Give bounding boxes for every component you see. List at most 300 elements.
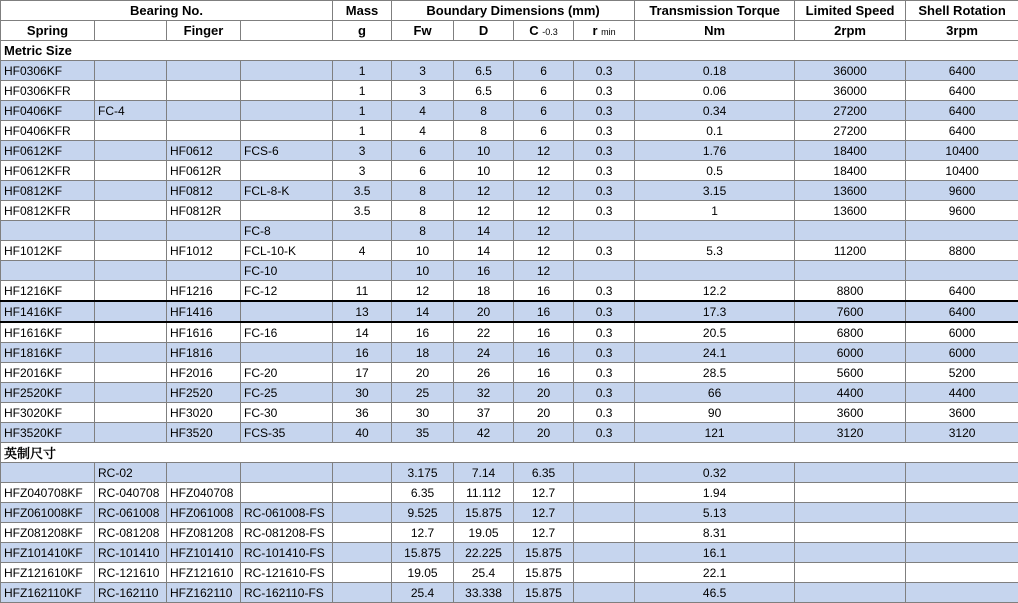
metric-cell: 3 xyxy=(333,141,392,161)
metric-cell xyxy=(241,121,333,141)
section-inch-row xyxy=(1,443,1018,463)
metric-cell: 0.3 xyxy=(574,363,635,383)
metric-row xyxy=(1,363,1018,383)
inch-cell: RC-162110-FS xyxy=(241,583,333,603)
metric-cell: 36000 xyxy=(795,81,906,101)
metric-cell: 3 xyxy=(392,61,454,81)
header-fw: Fw xyxy=(392,21,454,41)
metric-cell xyxy=(241,201,333,221)
metric-cell: HF0406KF xyxy=(1,101,95,121)
metric-cell: 12 xyxy=(514,261,574,281)
metric-cell xyxy=(95,322,167,343)
metric-cell xyxy=(241,61,333,81)
inch-cell: 16.1 xyxy=(635,543,795,563)
inch-cell: RC-121610 xyxy=(95,563,167,583)
metric-cell: 6400 xyxy=(906,281,1018,302)
metric-cell: 26 xyxy=(454,363,514,383)
inch-cell: 6.35 xyxy=(514,463,574,483)
metric-cell: 0.3 xyxy=(574,61,635,81)
metric-cell: 1.76 xyxy=(635,141,795,161)
inch-cell xyxy=(574,503,635,523)
metric-cell: 16 xyxy=(333,343,392,363)
metric-row xyxy=(1,181,1018,201)
inch-cell xyxy=(906,503,1018,523)
metric-cell: 6400 xyxy=(906,81,1018,101)
metric-cell: 0.3 xyxy=(574,181,635,201)
metric-cell: 10 xyxy=(454,161,514,181)
metric-cell: 12.2 xyxy=(635,281,795,302)
header-c-label: C xyxy=(529,23,538,38)
metric-cell: 6400 xyxy=(906,101,1018,121)
section-metric-label: Metric Size xyxy=(1,41,1018,61)
metric-cell: 36 xyxy=(333,403,392,423)
inch-cell: 9.525 xyxy=(392,503,454,523)
metric-cell: FCS-35 xyxy=(241,423,333,443)
metric-cell: 0.3 xyxy=(574,161,635,181)
metric-cell: 30 xyxy=(333,383,392,403)
metric-cell: HF0306KFR xyxy=(1,81,95,101)
header-row-1 xyxy=(1,1,1018,21)
metric-cell: 4 xyxy=(392,121,454,141)
metric-cell: 20 xyxy=(392,363,454,383)
header-torque-unit: Nm xyxy=(635,21,795,41)
metric-cell: FCS-6 xyxy=(241,141,333,161)
metric-cell: 1 xyxy=(635,201,795,221)
metric-cell: 28.5 xyxy=(635,363,795,383)
metric-cell xyxy=(95,161,167,181)
metric-cell: HF0812KF xyxy=(1,181,95,201)
metric-cell xyxy=(574,221,635,241)
metric-cell: 16 xyxy=(514,281,574,302)
metric-cell xyxy=(95,121,167,141)
metric-cell: 24 xyxy=(454,343,514,363)
metric-cell: 0.3 xyxy=(574,343,635,363)
metric-cell xyxy=(95,81,167,101)
metric-cell: HF1616KF xyxy=(1,322,95,343)
metric-cell: 6400 xyxy=(906,121,1018,141)
metric-row xyxy=(1,141,1018,161)
inch-cell: 25.4 xyxy=(454,563,514,583)
inch-cell: RC-101410 xyxy=(95,543,167,563)
header-d: D xyxy=(454,21,514,41)
inch-cell: 11.112 xyxy=(454,483,514,503)
metric-cell: HF1616 xyxy=(167,322,241,343)
metric-cell xyxy=(795,221,906,241)
inch-cell: HFZ040708KF xyxy=(1,483,95,503)
inch-cell: 3.175 xyxy=(392,463,454,483)
metric-cell xyxy=(635,221,795,241)
header-boundary-dimensions: Boundary Dimensions (mm) xyxy=(392,1,635,21)
metric-cell: 36000 xyxy=(795,61,906,81)
header-mass: Mass xyxy=(333,1,392,21)
metric-cell xyxy=(95,141,167,161)
metric-cell: 25 xyxy=(392,383,454,403)
metric-row xyxy=(1,343,1018,363)
metric-cell: 20 xyxy=(514,403,574,423)
metric-cell: FC-25 xyxy=(241,383,333,403)
metric-cell: 24.1 xyxy=(635,343,795,363)
metric-cell: HF0306KF xyxy=(1,61,95,81)
metric-cell: HF1216KF xyxy=(1,281,95,302)
metric-cell: HF1012 xyxy=(167,241,241,261)
metric-cell: 18 xyxy=(454,281,514,302)
inch-cell xyxy=(795,523,906,543)
inch-cell xyxy=(241,483,333,503)
metric-cell xyxy=(95,261,167,281)
inch-cell xyxy=(241,463,333,483)
metric-cell: 6 xyxy=(514,61,574,81)
metric-cell: HF1012KF xyxy=(1,241,95,261)
metric-cell: 6000 xyxy=(906,322,1018,343)
metric-cell: 18 xyxy=(392,343,454,363)
header-shell-unit: 3rpm xyxy=(906,21,1018,41)
inch-cell: RC-121610-FS xyxy=(241,563,333,583)
metric-cell: HF0812 xyxy=(167,181,241,201)
metric-cell: 10 xyxy=(392,241,454,261)
inch-cell: RC-040708 xyxy=(95,483,167,503)
metric-row xyxy=(1,281,1018,302)
header-r-label: r xyxy=(592,23,597,38)
inch-cell: HFZ162110KF xyxy=(1,583,95,603)
metric-cell: 18400 xyxy=(795,141,906,161)
metric-cell xyxy=(1,261,95,281)
metric-cell: 0.3 xyxy=(574,201,635,221)
header-r-sub: min xyxy=(601,27,616,37)
metric-cell: 0.3 xyxy=(574,101,635,121)
metric-cell xyxy=(95,343,167,363)
metric-cell: 90 xyxy=(635,403,795,423)
inch-cell: RC-162110 xyxy=(95,583,167,603)
metric-cell xyxy=(167,261,241,281)
inch-cell: HFZ101410KF xyxy=(1,543,95,563)
metric-cell xyxy=(333,261,392,281)
header-shell-rotation: Shell Rotation xyxy=(906,1,1018,21)
inch-cell: HFZ101410 xyxy=(167,543,241,563)
inch-cell xyxy=(906,523,1018,543)
metric-cell: 27200 xyxy=(795,121,906,141)
metric-cell: 6800 xyxy=(795,322,906,343)
inch-cell: 15.875 xyxy=(514,563,574,583)
metric-cell: 3 xyxy=(392,81,454,101)
metric-cell xyxy=(241,81,333,101)
section-metric-row xyxy=(1,41,1018,61)
metric-cell xyxy=(95,301,167,322)
metric-cell: 8 xyxy=(392,221,454,241)
inch-cell: HFZ081208 xyxy=(167,523,241,543)
inch-cell xyxy=(574,563,635,583)
metric-cell: HF0612 xyxy=(167,141,241,161)
inch-cell: RC-02 xyxy=(95,463,167,483)
inch-cell xyxy=(333,463,392,483)
metric-cell: 66 xyxy=(635,383,795,403)
metric-cell: 10400 xyxy=(906,141,1018,161)
metric-cell: FCL-10-K xyxy=(241,241,333,261)
metric-cell: 8 xyxy=(454,121,514,141)
metric-cell: 40 xyxy=(333,423,392,443)
metric-cell: 0.3 xyxy=(574,121,635,141)
metric-cell: 3120 xyxy=(795,423,906,443)
metric-cell: 14 xyxy=(392,301,454,322)
metric-cell xyxy=(167,121,241,141)
metric-cell: 6 xyxy=(514,81,574,101)
inch-cell xyxy=(906,543,1018,563)
inch-cell xyxy=(906,483,1018,503)
metric-cell: HF3520KF xyxy=(1,423,95,443)
metric-cell: 16 xyxy=(514,322,574,343)
metric-cell: 27200 xyxy=(795,101,906,121)
inch-row xyxy=(1,503,1018,523)
metric-cell: 20 xyxy=(514,383,574,403)
inch-cell: 0.32 xyxy=(635,463,795,483)
metric-cell: 12 xyxy=(514,161,574,181)
inch-cell: HFZ121610KF xyxy=(1,563,95,583)
metric-cell: 11 xyxy=(333,281,392,302)
metric-cell: 37 xyxy=(454,403,514,423)
metric-cell: FC-16 xyxy=(241,322,333,343)
metric-cell: 0.3 xyxy=(574,141,635,161)
inch-cell xyxy=(906,563,1018,583)
header-blank-2 xyxy=(241,21,333,41)
metric-cell xyxy=(95,181,167,201)
metric-cell: 16 xyxy=(514,363,574,383)
metric-cell xyxy=(167,221,241,241)
header-row-2 xyxy=(1,21,1018,41)
inch-cell: 12.7 xyxy=(392,523,454,543)
metric-row xyxy=(1,322,1018,343)
header-speed-unit: 2rpm xyxy=(795,21,906,41)
inch-cell: HFZ061008 xyxy=(167,503,241,523)
metric-cell: HF0812R xyxy=(167,201,241,221)
metric-cell: 20 xyxy=(454,301,514,322)
metric-cell: 11200 xyxy=(795,241,906,261)
metric-cell: 0.5 xyxy=(635,161,795,181)
metric-cell xyxy=(795,261,906,281)
metric-cell xyxy=(167,81,241,101)
metric-cell: 6400 xyxy=(906,301,1018,322)
inch-cell: 1.94 xyxy=(635,483,795,503)
inch-cell: 5.13 xyxy=(635,503,795,523)
metric-cell: HF0406KFR xyxy=(1,121,95,141)
metric-cell: 8800 xyxy=(795,281,906,302)
metric-cell: 32 xyxy=(454,383,514,403)
metric-cell xyxy=(241,161,333,181)
metric-cell: 0.3 xyxy=(574,403,635,423)
inch-cell xyxy=(1,463,95,483)
metric-cell: 1 xyxy=(333,61,392,81)
metric-row xyxy=(1,301,1018,322)
metric-cell: 35 xyxy=(392,423,454,443)
metric-cell: 3.15 xyxy=(635,181,795,201)
metric-cell: 17.3 xyxy=(635,301,795,322)
metric-cell xyxy=(95,201,167,221)
metric-cell: 3120 xyxy=(906,423,1018,443)
metric-cell: 6400 xyxy=(906,61,1018,81)
metric-cell: 0.3 xyxy=(574,81,635,101)
inch-cell: 15.875 xyxy=(514,543,574,563)
section-inch-label: 英制尺寸 xyxy=(1,443,1018,463)
metric-cell: FC-20 xyxy=(241,363,333,383)
metric-cell: 18400 xyxy=(795,161,906,181)
metric-cell xyxy=(241,101,333,121)
inch-cell: RC-061008-FS xyxy=(241,503,333,523)
inch-row xyxy=(1,523,1018,543)
metric-cell: 8 xyxy=(392,201,454,221)
metric-cell: FC-30 xyxy=(241,403,333,423)
metric-cell xyxy=(167,61,241,81)
inch-row xyxy=(1,543,1018,563)
metric-cell: 7600 xyxy=(795,301,906,322)
metric-cell: 5.3 xyxy=(635,241,795,261)
metric-cell: 6.5 xyxy=(454,61,514,81)
metric-cell: HF0812KFR xyxy=(1,201,95,221)
inch-cell xyxy=(795,463,906,483)
inch-cell: RC-061008 xyxy=(95,503,167,523)
metric-cell xyxy=(1,221,95,241)
metric-cell xyxy=(906,221,1018,241)
metric-row xyxy=(1,121,1018,141)
metric-cell: 30 xyxy=(392,403,454,423)
metric-cell: 22 xyxy=(454,322,514,343)
inch-cell xyxy=(574,523,635,543)
metric-cell xyxy=(333,221,392,241)
inch-cell: 7.14 xyxy=(454,463,514,483)
header-transmission-torque: Transmission Torque xyxy=(635,1,795,21)
inch-row xyxy=(1,463,1018,483)
inch-cell: 46.5 xyxy=(635,583,795,603)
metric-cell: 16 xyxy=(454,261,514,281)
metric-cell xyxy=(95,281,167,302)
metric-cell: 0.3 xyxy=(574,423,635,443)
metric-row xyxy=(1,403,1018,423)
metric-cell: 6 xyxy=(514,121,574,141)
metric-cell xyxy=(167,101,241,121)
metric-cell xyxy=(95,423,167,443)
inch-cell xyxy=(906,583,1018,603)
inch-cell: 12.7 xyxy=(514,523,574,543)
metric-cell: 12 xyxy=(514,241,574,261)
inch-cell xyxy=(333,503,392,523)
inch-cell: HFZ162110 xyxy=(167,583,241,603)
inch-cell xyxy=(906,463,1018,483)
metric-cell xyxy=(574,261,635,281)
inch-cell xyxy=(795,543,906,563)
metric-row xyxy=(1,261,1018,281)
metric-cell: HF0612R xyxy=(167,161,241,181)
inch-cell: 15.875 xyxy=(392,543,454,563)
metric-cell: HF3020 xyxy=(167,403,241,423)
metric-cell: 13600 xyxy=(795,201,906,221)
inch-cell: 22.225 xyxy=(454,543,514,563)
metric-cell: 1 xyxy=(333,121,392,141)
metric-cell: HF2016KF xyxy=(1,363,95,383)
metric-cell: FC-8 xyxy=(241,221,333,241)
inch-cell: 8.31 xyxy=(635,523,795,543)
inch-cell xyxy=(574,543,635,563)
metric-cell: 0.3 xyxy=(574,301,635,322)
header-blank-1 xyxy=(95,21,167,41)
metric-cell: 3.5 xyxy=(333,201,392,221)
metric-cell: 10400 xyxy=(906,161,1018,181)
metric-cell: FCL-8-K xyxy=(241,181,333,201)
inch-cell: 19.05 xyxy=(454,523,514,543)
metric-cell: HF1416 xyxy=(167,301,241,322)
inch-cell: HFZ121610 xyxy=(167,563,241,583)
metric-cell xyxy=(95,221,167,241)
metric-cell: 8 xyxy=(392,181,454,201)
metric-cell: HF1216 xyxy=(167,281,241,302)
metric-cell: 1 xyxy=(333,101,392,121)
metric-cell: 6000 xyxy=(795,343,906,363)
metric-cell: 8800 xyxy=(906,241,1018,261)
metric-cell: 20 xyxy=(514,423,574,443)
metric-cell: 12 xyxy=(392,281,454,302)
inch-row xyxy=(1,583,1018,603)
metric-row xyxy=(1,241,1018,261)
metric-cell: 14 xyxy=(454,241,514,261)
metric-cell: 121 xyxy=(635,423,795,443)
metric-cell: 0.06 xyxy=(635,81,795,101)
metric-cell: 6 xyxy=(392,161,454,181)
metric-cell: 4400 xyxy=(906,383,1018,403)
metric-cell: 5200 xyxy=(906,363,1018,383)
header-r xyxy=(574,21,635,41)
metric-cell: 0.34 xyxy=(635,101,795,121)
header-c xyxy=(514,21,574,41)
inch-cell: 19.05 xyxy=(392,563,454,583)
metric-cell xyxy=(95,241,167,261)
inch-cell: 25.4 xyxy=(392,583,454,603)
inch-cell xyxy=(333,563,392,583)
header-bearing-no: Bearing No. xyxy=(1,1,333,21)
inch-cell: 22.1 xyxy=(635,563,795,583)
inch-cell: 12.7 xyxy=(514,483,574,503)
inch-cell: 15.875 xyxy=(454,503,514,523)
metric-cell: 6 xyxy=(514,101,574,121)
metric-cell: 42 xyxy=(454,423,514,443)
header-finger: Finger xyxy=(167,21,241,41)
metric-cell: 4400 xyxy=(795,383,906,403)
metric-cell xyxy=(95,61,167,81)
inch-cell xyxy=(333,523,392,543)
metric-cell: 9600 xyxy=(906,181,1018,201)
metric-cell: 1 xyxy=(333,81,392,101)
inch-row xyxy=(1,563,1018,583)
inch-cell xyxy=(333,483,392,503)
metric-cell: HF0612KF xyxy=(1,141,95,161)
metric-cell: 13600 xyxy=(795,181,906,201)
header-spring: Spring xyxy=(1,21,95,41)
metric-row xyxy=(1,383,1018,403)
metric-cell: 12 xyxy=(454,181,514,201)
inch-cell: 6.35 xyxy=(392,483,454,503)
metric-cell: 9600 xyxy=(906,201,1018,221)
metric-cell: HF1416KF xyxy=(1,301,95,322)
metric-cell: HF1816KF xyxy=(1,343,95,363)
metric-cell: 12 xyxy=(514,221,574,241)
inch-cell: HFZ040708 xyxy=(167,483,241,503)
inch-cell xyxy=(574,463,635,483)
metric-cell: 12 xyxy=(514,181,574,201)
metric-cell: 3.5 xyxy=(333,181,392,201)
metric-cell: 0.3 xyxy=(574,281,635,302)
inch-cell xyxy=(795,483,906,503)
inch-cell: 12.7 xyxy=(514,503,574,523)
metric-cell: 0.3 xyxy=(574,241,635,261)
metric-cell: HF3020KF xyxy=(1,403,95,423)
metric-cell: 0.3 xyxy=(574,383,635,403)
metric-row xyxy=(1,61,1018,81)
metric-cell: 0.1 xyxy=(635,121,795,141)
